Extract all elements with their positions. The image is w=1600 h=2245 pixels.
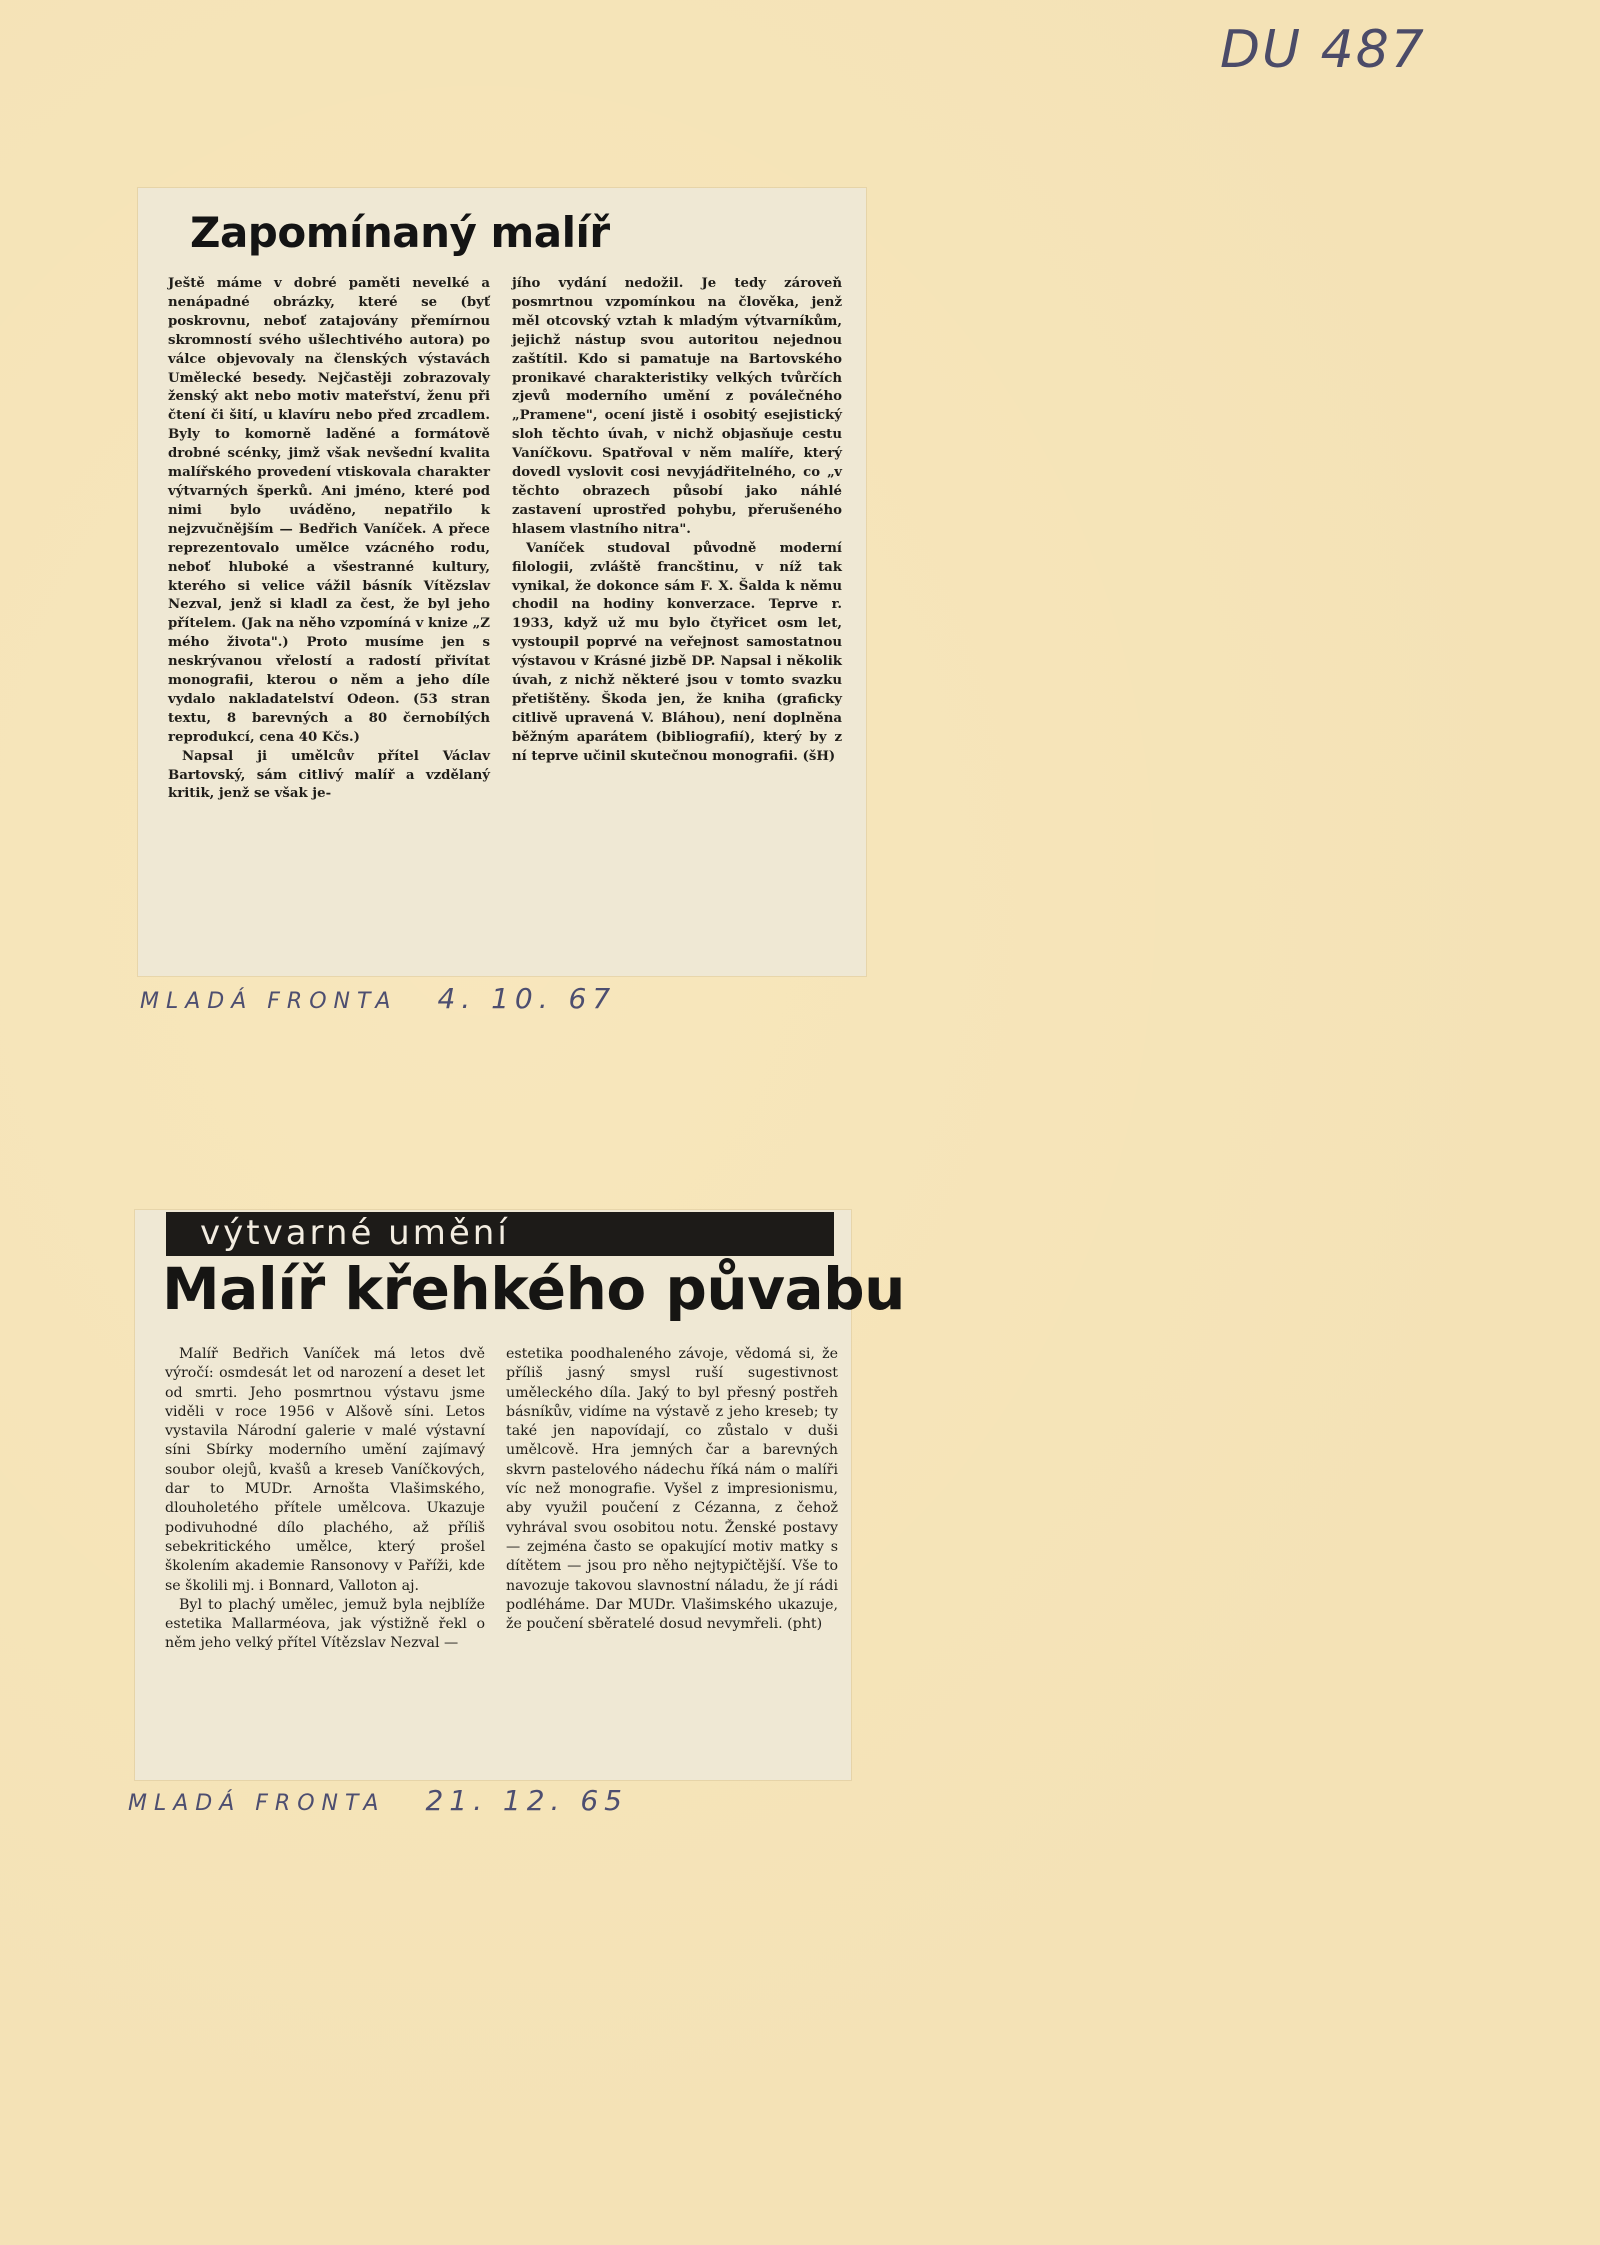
clipping-2-paragraph: estetika poodhaleného závoje, vědomá si, že příliš jasný smysl ruší sugestivnost uměleckého díla. Jaký to byl přesný postřeh básníkův, vidíme na výstavě z jeho kreseb; ty také jen napovídají, co zůstalo v duši umělcově. Hra jemných čar a barevných skvrn pastelového nádechu říká nám o malíři víc než monografie. Vyšel z impresionismu, aby využil poučení z Cézanna, z čehož vyhrával svou osobitou notu. Ženské postavy — zejména často se opakující motiv matky s dítětem — jsou pro něho nejtypičtější. Vše to navozuje takovou slavnostní náladu, že jí rádi podléháme. Dar MUDr. Vlašimského ukazuje, že poučení sběratelé dosud nevymřeli. (pht) (506, 1346, 838, 1633)
clipping-1-source-note (140, 982, 616, 1015)
clipping-1-paragraph: Vaníček studoval původně moderní filologii, zvláště francštinu, v níž tak vynikal, že dokonce sám F. X. Šalda k němu chodil na hodiny konverzace. Teprve r. 1933, když už mu bylo čtyřicet osm let, vystoupil poprvé na veřejnost samostatnou výstavou v Krásné jizbě DP. Napsal i několik úvah, z nichž některé jsou v tomto svazku přetištěny. Škoda jen, že kniha (graficky citlivě upravená V. Bláhou), není doplněna běžným aparátem (bibliografií), který by z ní teprve učinil skutečnou monografii. (šH) (512, 540, 842, 764)
clipping-2-paragraph: Malíř Bedřich Vaníček má letos dvě výročí: osmdesát let od narození a deset let od smrti. Jeho posmrtnou výstavu jsme viděli v roce 1956 v Alšově síni. Letos vystavila Národní galerie v malé výstavní síni Sbírky moderního umění zajímavý soubor olejů, kvašů a kreseb Vaníčkových, dar to MUDr. Arnošta Vlašimského, dlouholetého přítele umělcova. Ukazuje podivuhodné dílo plachého, až příliš sebekritického umělce, který prošel školením akademie Ransonovy v Paříži, kde se školili mj. i Bonnard, Valloton aj. (165, 1346, 485, 1594)
clipping-1-paragraph: Napsal ji umělcův přítel Václav Bartovský, sám citlivý malíř a vzdělaný kritik, jenž se však je- (168, 748, 490, 802)
clipping-2-headline: Malíř křehkého půvabu (162, 1255, 905, 1323)
clipping-1-column-left (168, 275, 490, 804)
clipping-1-paragraph: jího vydání nedožil. Je tedy zároveň posmrtnou vzpomínkou na člověka, jenž měl otcovský vztah k mladým výtvarníkům, jejichž nástup svou autoritou nejednou zaštítil. Kdo si pamatuje na Bartovského pronikavé charakteristiky velkých tvůrčích zjevů moderního umění z poválečného „Pramene", ocení jistě i osobitý esejistický sloh těchto úvah, v nichž objasňuje cestu Vaníčkovu. Spatřoval v něm malíře, který dovedl vyslovit cosi nevyjádřitelného, co „v těchto obrazech působí jako náhlé zastavení uprostřed pohybu, přerušeného hlasem vlastního nitra". (512, 276, 842, 537)
clipping-2-source-paper: MLADÁ FRONTA (128, 1791, 386, 1816)
clipping-2-paragraph: Byl to plachý umělec, jemuž byla nejblíže estetika Mallarméova, jak výstižně řekl o něm jeho velký přítel Vítězslav Nezval — (165, 1596, 485, 1652)
clipping-1-source-paper: MLADÁ FRONTA (140, 989, 398, 1014)
section-label: výtvarné umění (200, 1213, 510, 1253)
clipping-2-column-right (506, 1345, 838, 1634)
archive-reference-note: DU 487 (1220, 20, 1426, 80)
clipping-2-source-note (128, 1784, 628, 1817)
clipping-2-source-date: 21. 12. 65 (425, 1784, 628, 1817)
clipping-1-column-right (512, 275, 842, 767)
clipping-1-source-date: 4. 10. 67 (437, 982, 617, 1015)
clipping-1-paragraph: Ještě máme v dobré paměti nevelké a nenápadné obrázky, které se (byť poskrovnu, neboť zatajovány přemírnou skromností svého ušlechtivého autora) po válce objevovaly na členských výstavách Umělecké besedy. Nejčastěji zobrazovaly ženský akt nebo motiv mateřství, ženu při čtení či šití, u klavíru nebo před zrcadlem. Byly to komorně laděné a formátově drobné scénky, jimž však nevšední kvalita malířského provedení vtiskovala charakter výtvarných šperků. Ani jméno, které pod nimi bylo uváděno, nepatřilo k nejzvučnějším — Bedřich Vaníček. A přece reprezentovalo umělce vzácného rodu, neboť hluboké a všestranné kultury, kterého si velice vážil básník Vítězslav Nezval, jenž si kladl za čest, že byl jeho přítelem. (Jak na něho vzpomíná v knize „Z mého života".) Proto musíme jen s neskrývanou vřelostí a radostí přivítat monografii, kterou o něm a jeho díle vydalo nakladatelství Odeon. (53 stran textu, 8 barevných a 80 černobílých reprodukcí, cena 40 Kčs.) (168, 276, 490, 745)
clipping-1-headline: Zapomínaný malíř (190, 208, 610, 257)
clipping-2-column-left (165, 1345, 485, 1654)
